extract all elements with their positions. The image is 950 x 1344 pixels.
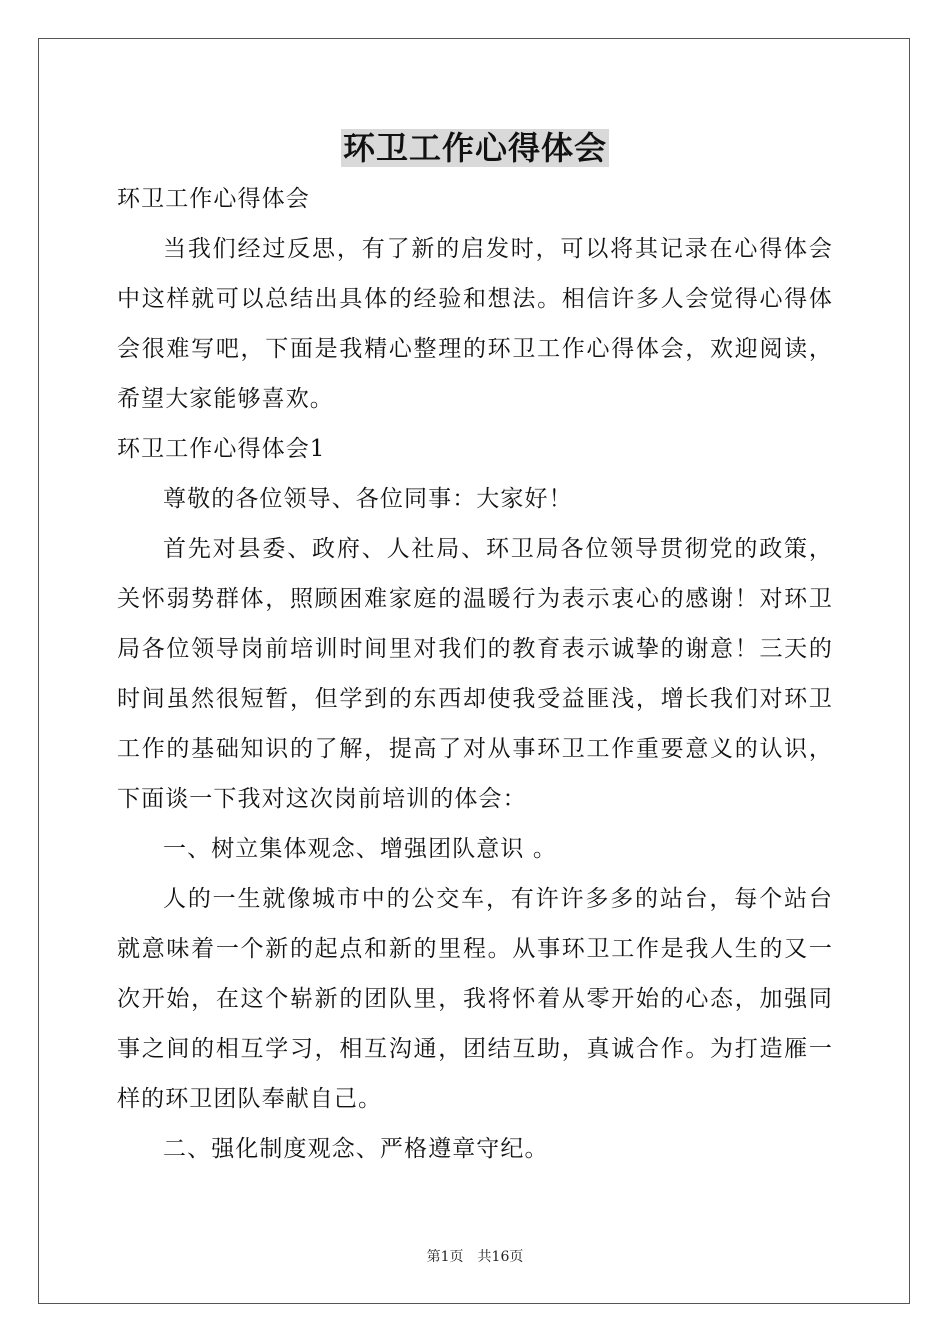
paragraph-greeting: 尊敬的各位领导、各位同事：大家好！: [163, 486, 573, 512]
paragraph-intro: 当我们经过反思，有了新的启发时，可以将其记录在心得体会中这样就可以总结出具体的经验和想法。相信许多人会觉得心得体会很难写吧，下面是我精心整理的环卫工作心得体会，欢迎阅读，希望大家能够喜欢。: [117, 236, 833, 412]
paragraph-point-one: 一、树立集体观念、增强团队意识 。: [163, 836, 558, 862]
document-title-text: 环卫工作心得体会: [342, 129, 607, 167]
document-title: [0, 126, 950, 170]
paragraph-section-heading: 环卫工作心得体会1: [117, 436, 326, 462]
document-body: [117, 174, 833, 1174]
paragraph-thanks: 首先对县委、政府、人社局、环卫局各位领导贯彻党的政策，关怀弱势群体，照顾困难家庭的温暖行为表示衷心的感谢！对环卫局各位领导岗前培训时间里对我们的教育表示诚挚的谢意！三天的时间虽然很短暂，但学到的东西却使我受益匪浅，增长我们对环卫工作的基础知识的了解，提高了对从事环卫工作重要意义的认识，下面谈一下我对这次岗前培训的体会：: [117, 536, 833, 812]
page-number: 第1页 共16页: [426, 1249, 524, 1265]
paragraph-subtitle: 环卫工作心得体会: [117, 186, 310, 212]
paragraph-point-one-body: 人的一生就像城市中的公交车，有许许多多的站台，每个站台就意味着一个新的起点和新的里程。从事环卫工作是我人生的又一次开始，在这个崭新的团队里，我将怀着从零开始的心态，加强同事之间的相互学习，相互沟通，团结互助，真诚合作。为打造雁一样的环卫团队奉献自己。: [117, 886, 833, 1112]
paragraph-point-two: 二、强化制度观念、严格遵章守纪。: [163, 1136, 549, 1162]
